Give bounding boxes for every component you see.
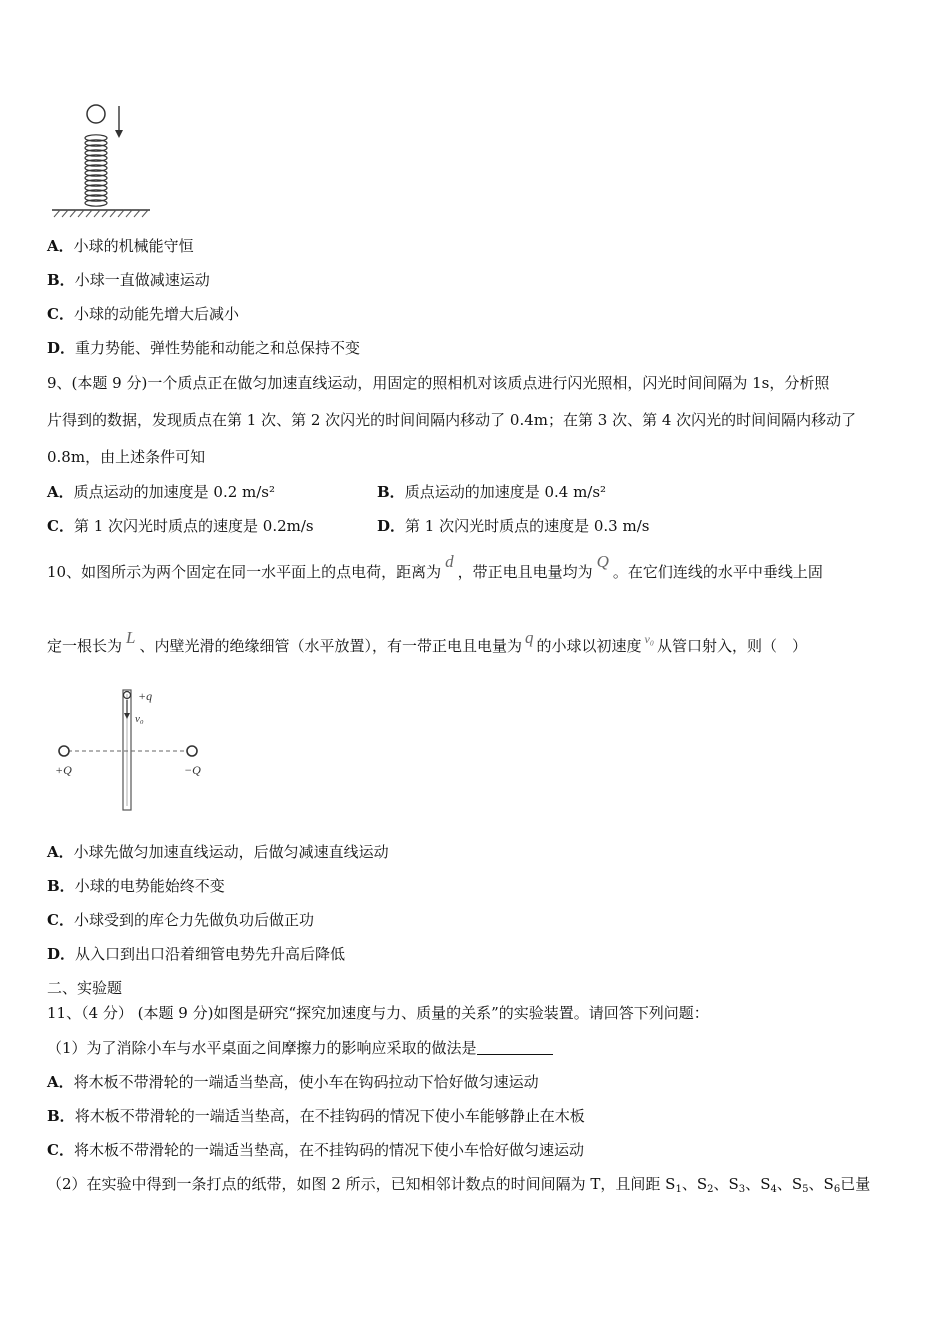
section-heading: 二、实验题 <box>47 979 123 997</box>
q10-option-b: B．小球的电势能始终不变 <box>47 877 225 895</box>
q9-stem-line2: 片得到的数据，发现质点在第 1 次、第 2 次闪光的时间间隔内移动了 0.4m；在第 3 次、第 4 次闪光的时间间隔内移动了 <box>47 411 857 429</box>
q10-option-d: D．从入口到出口沿着细管电势先升高后降低 <box>47 945 346 963</box>
q11-option-a: A．将木板不带滑轮的一端适当垫高，使小车在钩码拉动下恰好做匀速运动 <box>47 1073 539 1091</box>
q8-option-d: D．重力势能、弹性势能和动能之和总保持不变 <box>47 339 361 357</box>
q11-sub1: （1）为了消除小车与水平桌面之间摩擦力的影响应采取的做法是 <box>47 1038 553 1058</box>
right-charge <box>187 746 197 756</box>
q9-option-d: D．第 1 次闪光时质点的速度是 0.3 m/s <box>377 517 650 535</box>
q11-stem: 11、（4 分） (本题 9 分)如图是研究“探究加速度与力、质量的关系”的实验装置。请回答下列问题： <box>47 1004 709 1022</box>
arrow-head <box>115 130 123 138</box>
q11-option-b: B．将木板不带滑轮的一端适当垫高，在不挂钩码的情况下使小车能够静止在木板 <box>47 1107 585 1125</box>
q11-option-c: C．将木板不带滑轮的一端适当垫高，在不挂钩码的情况下使小车恰好做匀速运动 <box>47 1141 584 1159</box>
ball <box>87 105 105 123</box>
spring-coil <box>85 135 107 206</box>
q10-option-a: A．小球先做匀加速直线运动，后做匀减速直线运动 <box>47 843 389 861</box>
label-minus-Q: −Q <box>184 763 201 777</box>
q9-option-c: C．第 1 次闪光时质点的速度是 0.2m/s <box>47 517 314 535</box>
label-plus-q: +q <box>138 689 153 703</box>
q10-stem-line2: 定一根长为 L 、内壁光滑的绝缘细管（水平放置），有一带正电且电量为 q 的小球以初速度 $^{v_0}$ 从管口射入，则（ ） <box>47 628 808 655</box>
q8-option-b: B．小球一直做减速运动 <box>47 271 210 289</box>
q9-option-b: B．质点运动的加速度是 0.4 m/s² <box>377 483 607 501</box>
spring-figure <box>48 100 154 218</box>
label-plus-Q: +Q <box>55 763 72 777</box>
label-v0: v₀ <box>135 713 144 725</box>
q9-stem-line3: 0.8m，由上述条件可知 <box>47 448 206 466</box>
answer-blank <box>477 1040 553 1055</box>
left-charge <box>59 746 69 756</box>
q8-option-c: C．小球的动能先增大后减小 <box>47 305 239 323</box>
q11-sub2: （2）在实验中得到一条打点的纸带，如图 2 所示，已知相邻计数点的时间间隔为 T，且间距 $S_1$、$S_2$、$S_3$、$S_4$、$S_5$、$S_6$已量 <box>47 1175 871 1195</box>
q9-option-a: A．质点运动的加速度是 0.2 m/s² <box>47 483 276 501</box>
q10-stem-line1: 10、如图所示为两个固定在同一水平面上的点电荷，距离为d，带正电且电量均为Q。在它们连线的水平中垂线上固 <box>47 552 823 581</box>
q9-stem-line1: 9、(本题 9 分)一个质点正在做匀加速直线运动，用固定的照相机对该质点进行闪光照相，闪光时间间隔为 1s，分析照 <box>47 374 830 392</box>
q10-option-c: C．小球受到的库仑力先做负功后做正功 <box>47 911 314 929</box>
q8-option-a: A．小球的机械能守恒 <box>47 237 194 255</box>
charges-figure <box>52 688 222 814</box>
ground-hatch <box>54 210 148 217</box>
